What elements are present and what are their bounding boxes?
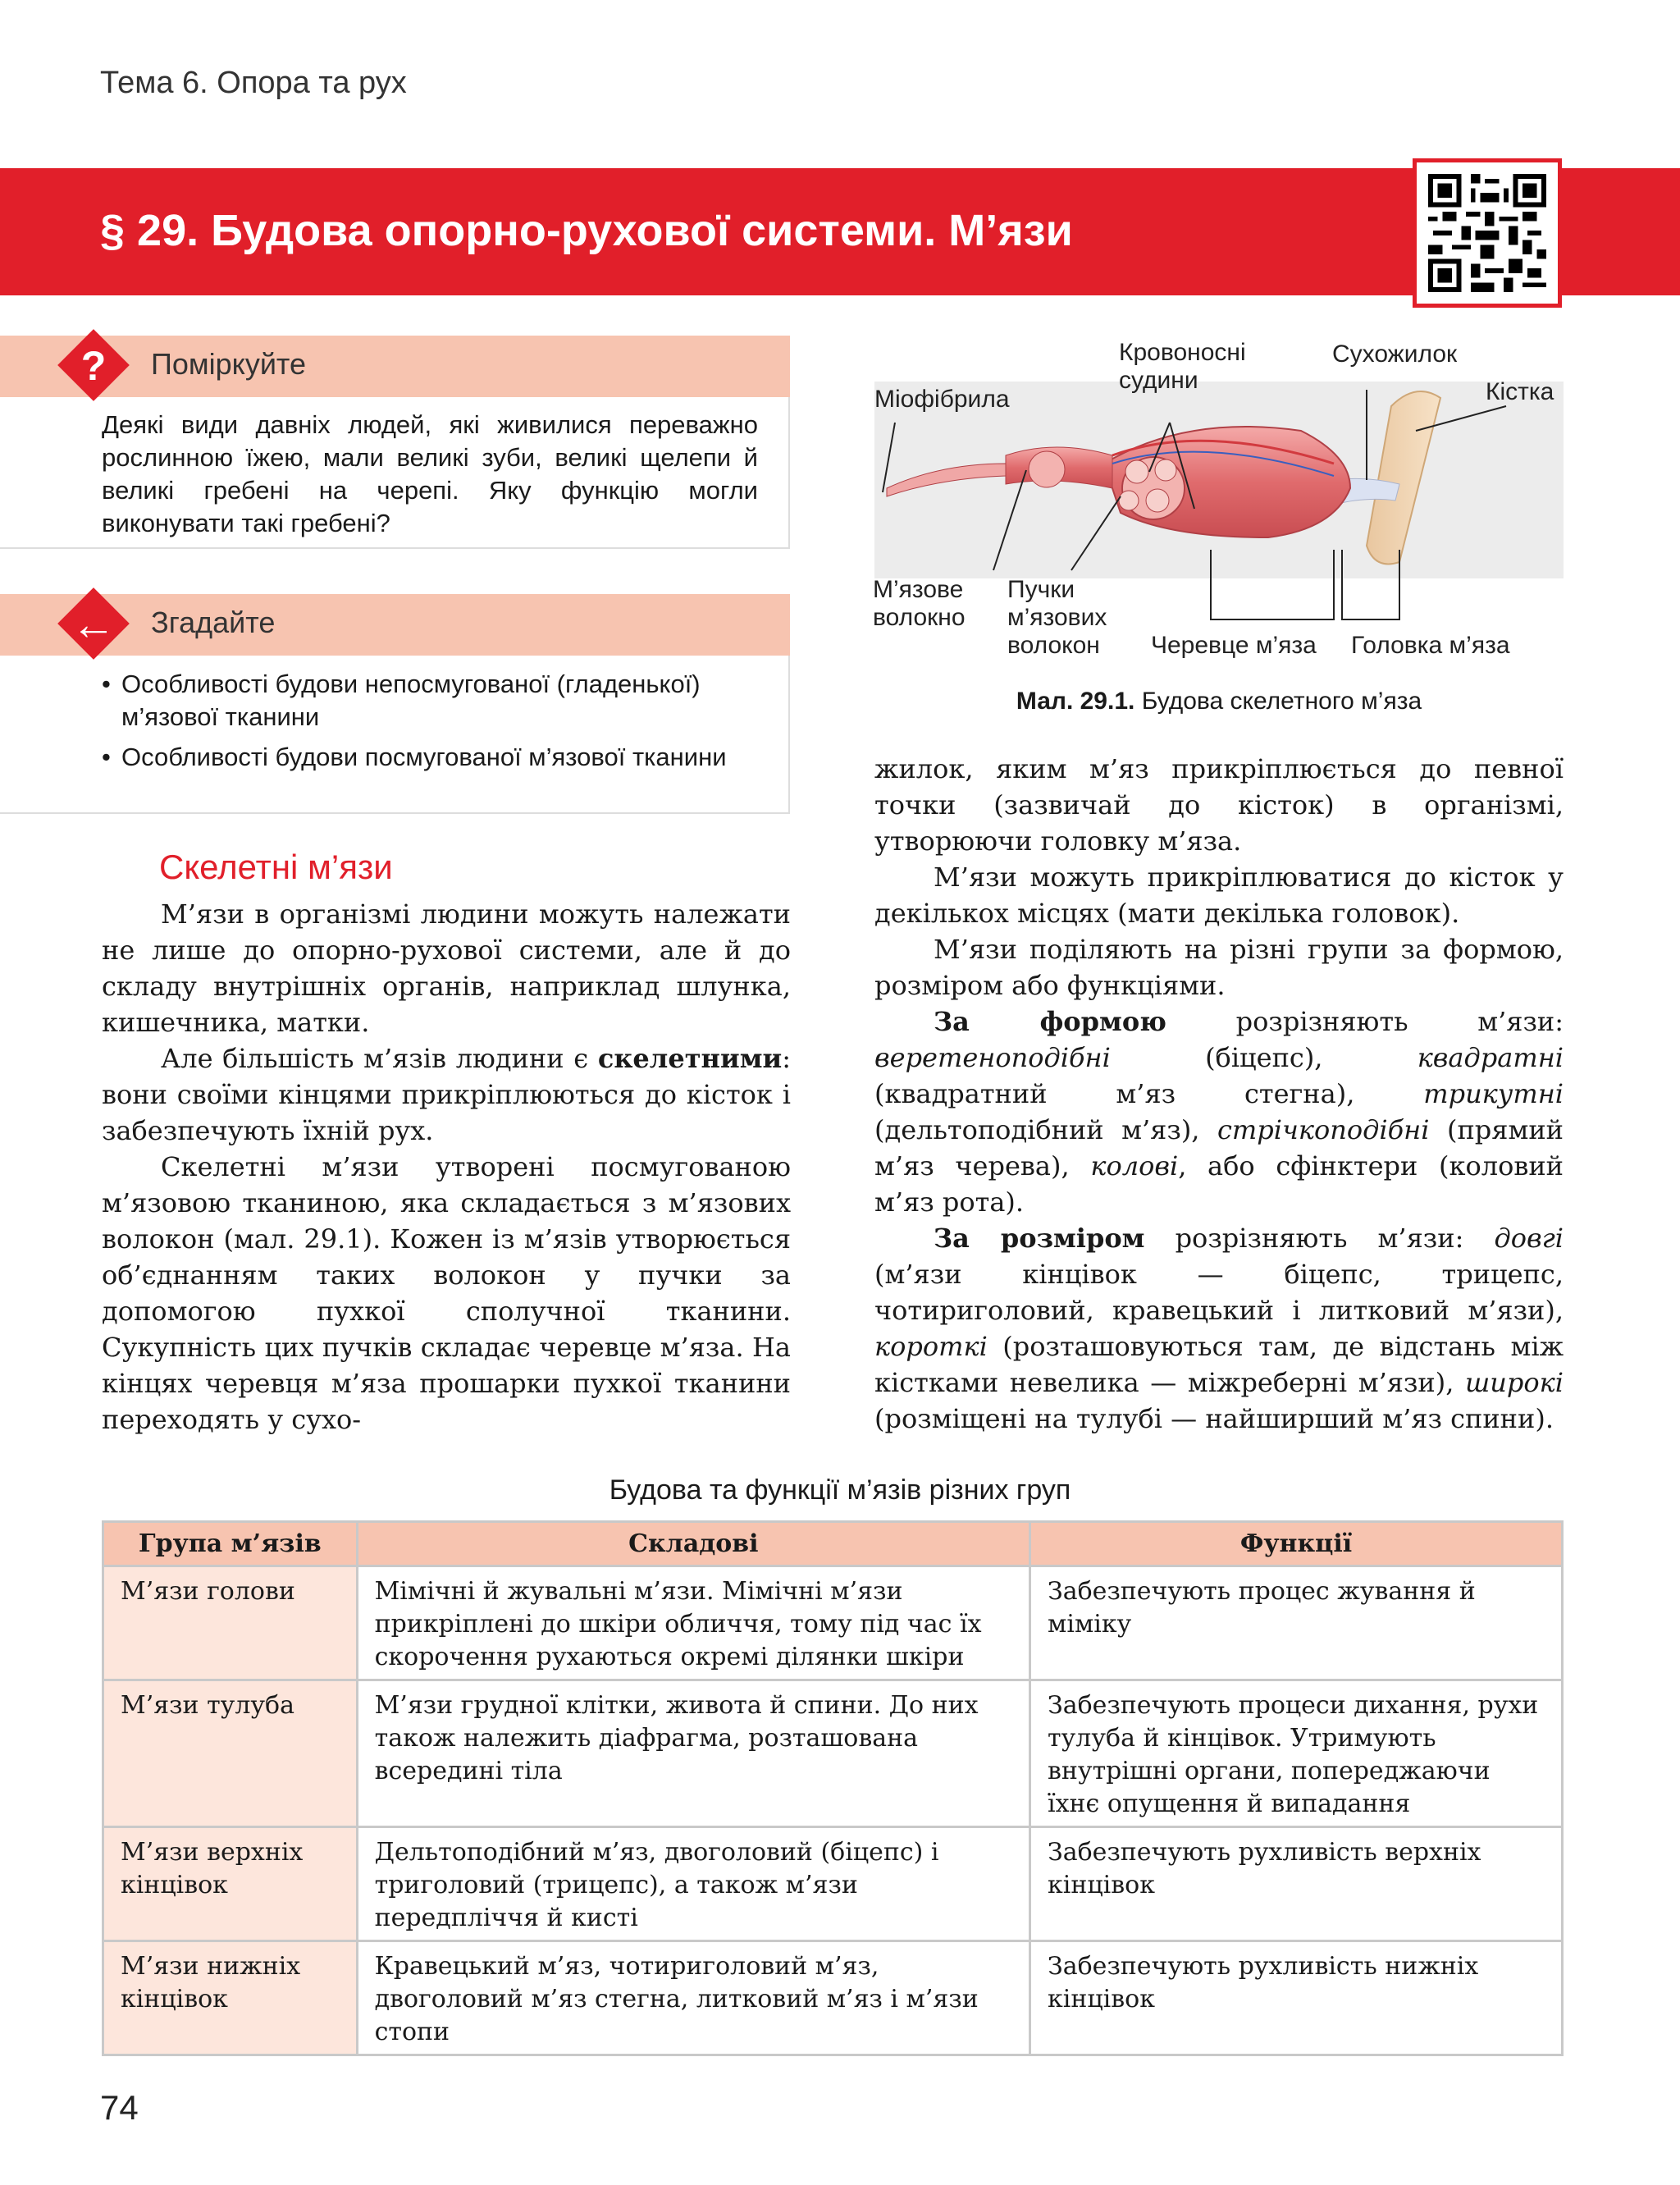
recall-box-title: Згадайте: [151, 606, 276, 639]
functions-cell: Забезпечують рухливість нижніх кінцівок: [1030, 1941, 1563, 2055]
bullet: •: [102, 670, 111, 698]
parts-cell: Мімічні й жувальні м’язи. Мімічні м’язи прикріплені до шкіри обличчя, тому під час їх скорочення рухаються окремі ділянки шкіри: [357, 1566, 1029, 1680]
table-row: [103, 1680, 1563, 1827]
functions-cell: Забезпечують процес жування й міміку: [1030, 1566, 1563, 1680]
topic-header: Тема 6. Опора та рух: [100, 66, 407, 100]
label-bundles: Пучки м’язових волокон: [1007, 576, 1107, 659]
think-box-header: [0, 336, 790, 397]
label-myofibril: Міофібрила: [874, 386, 1010, 413]
paragraph: М’язи можуть прикріплюватися до кісток у декількох місцях (мати декілька головок).: [874, 862, 1564, 929]
label-head: Головка м’яза: [1351, 632, 1510, 659]
paragraph: За розміром розрізняють м’язи: довгі (м’язи кінцівок — біцепс, трицепс, чотириголовий, кравецький і литковий м’язи), короткі (розташовуються там, де відстань між кістками невелика — міжреберні м’язи), широкі (розміщені на тулубі — найширший м’яз спини).: [874, 1223, 1564, 1434]
page-number: 74: [100, 2088, 139, 2127]
think-box-title: Поміркуйте: [151, 347, 307, 381]
functions-cell: Забезпечують рухливість верхніх кінцівок: [1030, 1827, 1563, 1941]
arrow-left-icon: ←: [71, 600, 116, 649]
paragraph: За формою розрізняють м’язи: веретеноподібні (біцепс), квадратні (квадратний м’яз стегна), трикутні (дельтоподібний м’яз), стрічкоподібні (прямий м’яз черева), колові, або сфінктери (коловий м’яз рота).: [874, 1006, 1564, 1218]
group-cell: М’язи тулуба: [103, 1680, 358, 1827]
section-heading: Скелетні м’язи: [159, 848, 393, 886]
paragraph: М’язи поділяють на різні групи за формою, розміром або функціями.: [874, 934, 1564, 1001]
label-fiber: М’язове волокно: [873, 576, 966, 631]
bullet: •: [102, 743, 111, 771]
recall-box-header: [0, 594, 790, 656]
parts-cell: Дельтоподібний м’яз, двоголовий (біцепс) і триголовий (трицепс), а також м’язи передпліччя й кисті: [357, 1827, 1029, 1941]
table-row: [103, 1827, 1563, 1941]
group-cell: М’язи нижніх кінцівок: [103, 1941, 358, 2055]
paragraph: М’язи в організмі людини можуть належати не лише до опорно-рухової системи, але й до складу внутрішніх органів, наприклад шлунка, кишечника, матки.: [102, 898, 791, 1038]
label-bone: Кістка: [1486, 378, 1554, 405]
label-belly: Черевце м’яза: [1151, 632, 1317, 659]
table-row: [103, 1941, 1563, 2055]
page-title: § 29. Будова опорно-рухової системи. М’язи: [100, 206, 1073, 255]
functions-cell: Забезпечують процеси дихання, рухи тулуба й кінцівок. Утримують внутрішні органи, попереджаючи їхнє опущення й випадання: [1030, 1680, 1563, 1827]
figure-caption: Мал. 29.1. Будова скелетного м’яза: [1016, 688, 1422, 715]
label-tendon: Сухожилок: [1332, 341, 1458, 368]
parts-cell: М’язи грудної клітки, живота й спини. До них також належить діафрагма, розташована всередині тіла: [357, 1680, 1029, 1827]
paragraph: жилок, яким м’яз прикріплюється до певної точки (зазвичай до кісток) в організмі, утворюючи головку м’яза.: [874, 753, 1564, 857]
paragraph: Але більшість м’язів людини є скелетними: вони своїми кінцями прикріплюються до кісток і забезпечують їхній рух.: [102, 1043, 791, 1146]
column-header: Складові: [357, 1522, 1029, 1566]
table-title: Будова та функції м’язів різних груп: [609, 1474, 1071, 1506]
left-column-text: [102, 896, 791, 1438]
list-item: • Особливості будови непосмугованої (гладенької) м’язової тканини: [102, 670, 701, 731]
right-column-text: [874, 751, 1564, 1437]
column-header: Функції: [1030, 1522, 1563, 1566]
paragraph: Скелетні м’язи утворені посмугованою м’язовою тканиною, яка складається з м’язових волокон (мал. 29.1). Кожен із м’язів утворюється об’єднанням таких волокон у пучки за допомогою пухкої сполучної тканини. Сукупність цих пучків складає черевце м’яза. На кінцях черевця м’яза прошарки пухкої тканини переходять у сухо-: [102, 1151, 791, 1435]
question-icon: ?: [80, 343, 107, 389]
think-box-text: Деякі види давніх людей, які живилися переважно рослинною їжею, мали великі зуби, великі щелепи й великі гребені на черепі. Яку функцію могли виконувати такі гребені?: [102, 410, 758, 537]
group-cell: М’язи голови: [103, 1566, 358, 1680]
table-row: [103, 1566, 1563, 1680]
muscle-groups-table: [102, 1520, 1564, 2056]
table-header-row: [103, 1522, 1563, 1566]
label-vessels: Кровоносні судини: [1119, 339, 1246, 394]
parts-cell: Кравецький м’яз, чотириголовий м’яз, двоголовий м’яз стегна, литковий м’яз і м’язи стопи: [357, 1941, 1029, 2055]
qr-code-icon[interactable]: [1413, 158, 1562, 308]
column-header: Група м’язів: [103, 1522, 358, 1566]
group-cell: М’язи верхніх кінцівок: [103, 1827, 358, 1941]
list-item: • Особливості будови посмугованої м’язової тканини: [102, 741, 758, 774]
